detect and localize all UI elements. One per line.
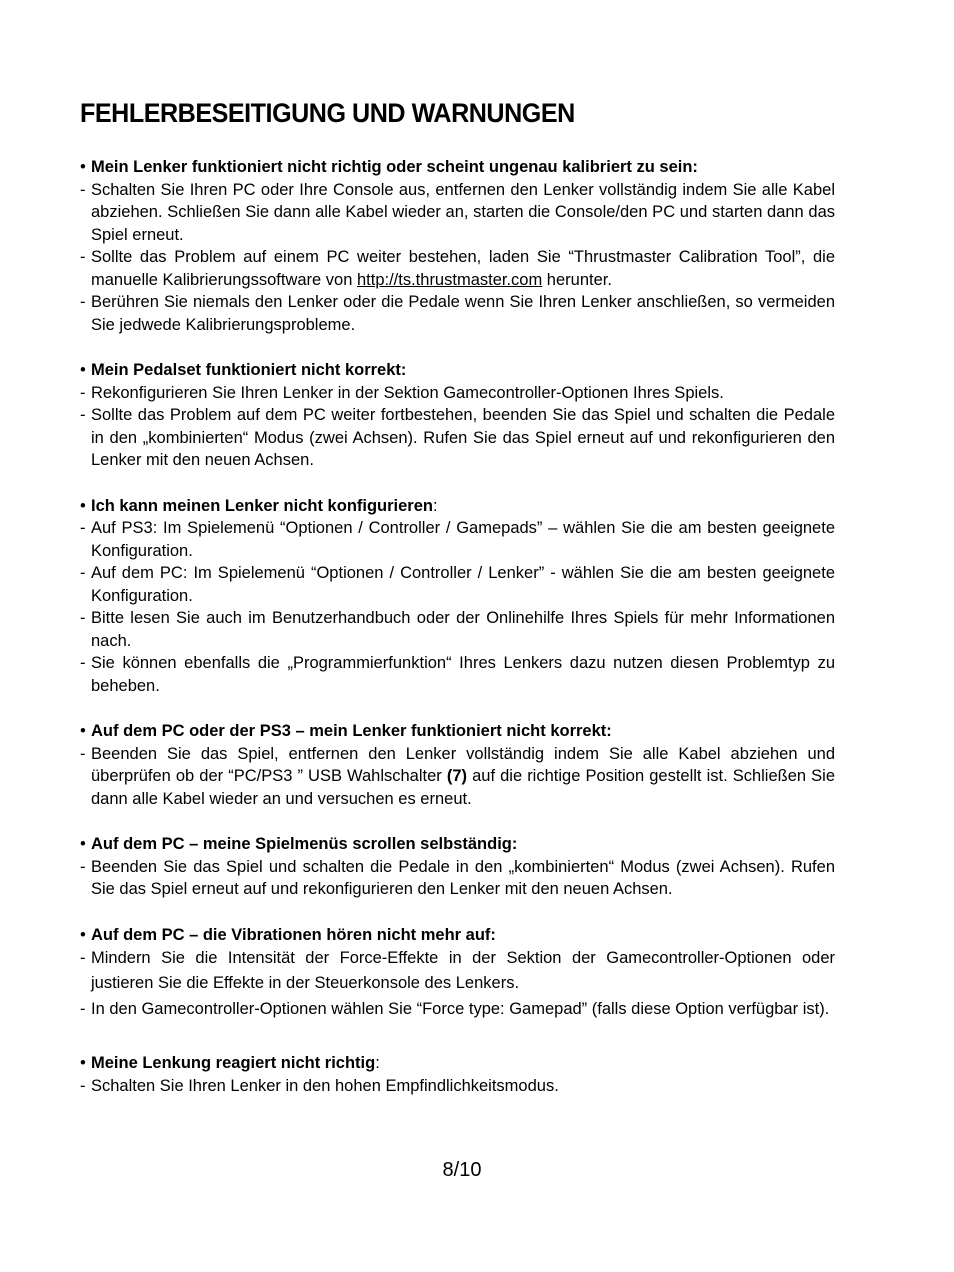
list-item: - Sie können ebenfalls die „Programmierfunktion“ Ihres Lenkers dazu nutzen diesen Problemtyp zu beheben. [80,654,835,695]
item-list [80,517,835,697]
list-item: - Auf dem PC: Im Spielemenü “Optionen / Controller / Lenker” - wählen Sie die am besten geeignete Konfiguration. [80,564,835,605]
section-heading: • Ich kann meinen Lenker nicht konfigurieren: [80,495,835,518]
thrustmaster-link[interactable]: http://ts.thrustmaster.com [356,270,543,289]
page-number: 8/10 [442,1159,482,1181]
section-konfigurieren [80,495,835,698]
section-vibrationen [80,924,835,1023]
dash-icon: - [80,1076,86,1095]
dash-icon: - [80,1000,86,1018]
item-list [80,743,835,811]
section-lenker-kalibrierung [80,156,835,336]
bullet-icon: • [80,835,86,853]
list-item: - Beenden Sie das Spiel, entfernen den Lenker vollständig indem Sie alle Kabel abziehen und überprüfen ob der “PC/PS3 ” USB Wahlschalter (7) auf die richtige Position gestellt ist. Schließen Sie dann alle Kabel wieder an und versuchen es erneut. [80,744,836,808]
section-heading: • Auf dem PC oder der PS3 – mein Lenker funktioniert nicht korrekt: [80,720,835,743]
section-heading: • Meine Lenkung reagiert nicht richtig: [80,1052,835,1075]
dash-icon: - [80,180,86,199]
item-list [80,382,835,472]
list-item: - In den Gamecontroller-Optionen wählen Sie “Force type: Gamepad” (falls diese Option verfügbar ist). [80,997,835,1022]
bullet-icon: • [80,925,86,944]
bullet-icon: • [80,1054,86,1072]
list-item: - Mindern Sie die Intensität der Force-Effekte in der Sektion der Gamecontroller-Optionen oder justieren Sie die Effekte in der Steuerkonsole des Lenkers. [80,946,835,996]
list-item: - Berühren Sie niemals den Lenker oder die Pedale wenn Sie Ihren Lenker anschließen, so vermeiden Sie jedwede Kalibrierungsprobleme. [80,293,835,334]
section-heading: • Mein Pedalset funktioniert nicht korrekt: [80,359,835,382]
section-heading: • Auf dem PC – meine Spielmenüs scrollen selbständig: [80,833,835,856]
dash-icon: - [80,519,86,537]
switch-reference: (7) [446,767,468,785]
list-item: - Rekonfigurieren Sie Ihren Lenker in der Sektion Gamecontroller-Optionen Ihres Spiels. [80,382,835,405]
list-item: - Beenden Sie das Spiel und schalten die Pedale in den „kombinierten“ Modus (zwei Achsen). Rufen Sie das Spiel erneut auf und rekonfigurieren den Lenker mit den neuen Achsen. [80,857,835,898]
dash-icon: - [80,293,86,311]
bullet-icon: • [80,722,86,740]
page-title: FEHLERBESEITIGUNG UND WARNUNGEN [80,98,575,128]
section-heading: • Mein Lenker funktioniert nicht richtig oder scheint ungenau kalibriert zu sein: [80,156,835,179]
item-list [80,179,835,337]
dash-icon: - [80,744,86,763]
dash-icon: - [80,609,86,627]
item-list [80,946,835,1022]
item-list [80,856,835,901]
bullet-icon: • [80,158,86,176]
list-item: - Bitte lesen Sie auch im Benutzerhandbuch oder der Onlinehilfe Ihres Spiels für mehr Informationen nach. [80,609,835,650]
dash-icon: - [80,248,86,266]
section-heading: • Auf dem PC – die Vibrationen hören nicht mehr auf: [80,924,835,947]
dash-icon: - [80,949,86,967]
dash-icon: - [80,406,86,424]
list-item: - Schalten Sie Ihren Lenker in den hohen Empfindlichkeitsmodus. [80,1075,835,1098]
list-item: - Schalten Sie Ihren PC oder Ihre Console aus, entfernen den Lenker vollständig indem Sie alle Kabel abziehen. Schließen Sie dann alle Kabel wieder an, starten die Console/den PC und starten dann das Spiel erneut. [80,180,835,244]
bullet-icon: • [80,496,86,515]
dash-icon: - [80,654,86,672]
dash-icon: - [80,383,86,402]
dash-icon: - [80,857,86,876]
list-item: - Sollte das Problem auf dem PC weiter fortbestehen, beenden Sie das Spiel und schalten die Pedale in den „kombinierten“ Modus (zwei Achsen). Rufen Sie das Spiel erneut auf und rekonfigurieren den Lenker mit den neuen Achsen. [80,406,835,469]
section-lenkung [80,1052,835,1097]
list-item: - Auf PS3: Im Spielemenü “Optionen / Controller / Gamepads” – wählen Sie die am besten geeignete Konfiguration. [80,519,835,560]
item-list [80,1075,835,1098]
list-item: - Sollte das Problem auf einem PC weiter bestehen, laden Sie “Thrustmaster Calibration Tool”, die manuelle Kalibrierungssoftware von http://ts.thrustmaster.com herunter. [80,248,835,289]
section-spielmenues [80,833,835,901]
section-pedalset [80,359,835,472]
dash-icon: - [80,564,86,582]
section-pc-ps3 [80,720,835,810]
document-page [80,98,835,1120]
bullet-icon: • [80,361,86,379]
